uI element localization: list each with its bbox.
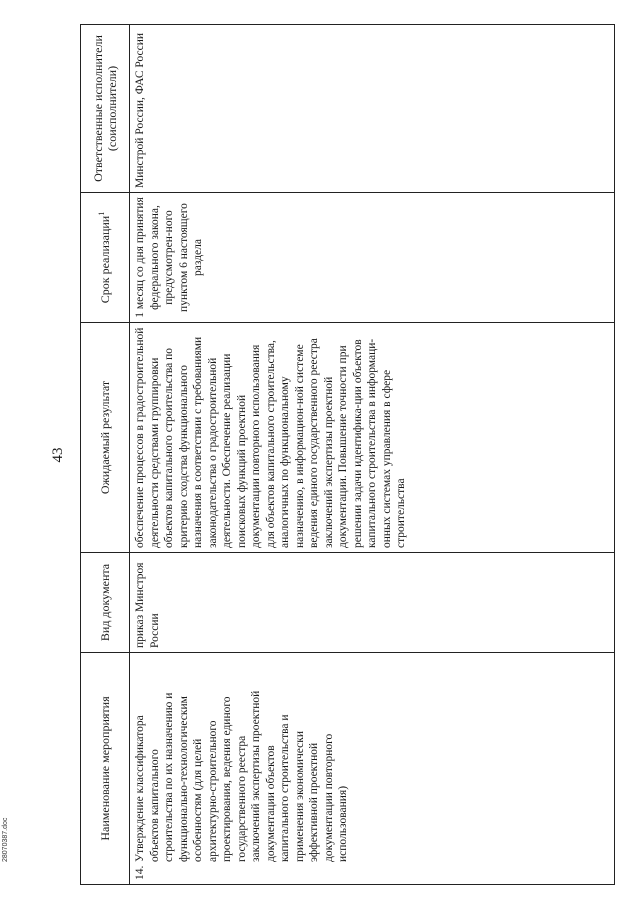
header-name: Наименование мероприятия (81, 653, 130, 885)
measures-table (80, 24, 615, 885)
cell-deadline: 1 месяц со дня принятия федерального закона, предусмотрен-ного пунктом 6 настоящего раздела (130, 193, 615, 323)
rotated-page (40, 25, 620, 885)
table-row (130, 25, 615, 885)
header-deadline-label: Срок реализации (98, 215, 112, 304)
cell-executors: Минстрой России, ФАС России (130, 25, 615, 193)
table-header-row (81, 25, 130, 885)
header-result: Ожидаемый результат (81, 323, 130, 553)
footer-file-code: 28070387.doc (2, 817, 9, 862)
header-deadline (81, 193, 130, 323)
row-name-text: Утверждение классификатора объектов капитального строительства по их назначению и функционально-технологическим особенностям (для целей архитектурно-строительного проектирования, ведения единого государственного реестра заключений экспертизы проектной документации объектов капитального строительства и применения экономически эффективной проектной документации повторного использования) (134, 690, 349, 862)
cell-name (130, 653, 615, 885)
header-deadline-footnote: 1 (97, 211, 106, 216)
header-executors: Ответственные исполнители (соисполнители) (81, 25, 130, 193)
cell-doc-type: приказ Минстроя России (130, 553, 615, 653)
page-number: 43 (50, 447, 66, 463)
row-number: 14. (134, 865, 146, 880)
header-doc-type: Вид документа (81, 553, 130, 653)
cell-result: обеспечение процессов в градостроительной деятельности средствами группировки объектов капитального строительства по критерию сходства функционального назначения в соответствии с требованиями законодательства о градостроительной деятельности. Обеспечение реализации поисковых функций проектной документации повторного использования для объектов капитального строительства, аналогичных по функциональному назначению, в информацион-ной системе ведения единого государственного реестра заключений экспертизы проектной документации. Повышение точности при решении задачи идентифика-ции объектов капитального строительства в информаци-онных системах управления в сфере строительства (130, 323, 615, 553)
